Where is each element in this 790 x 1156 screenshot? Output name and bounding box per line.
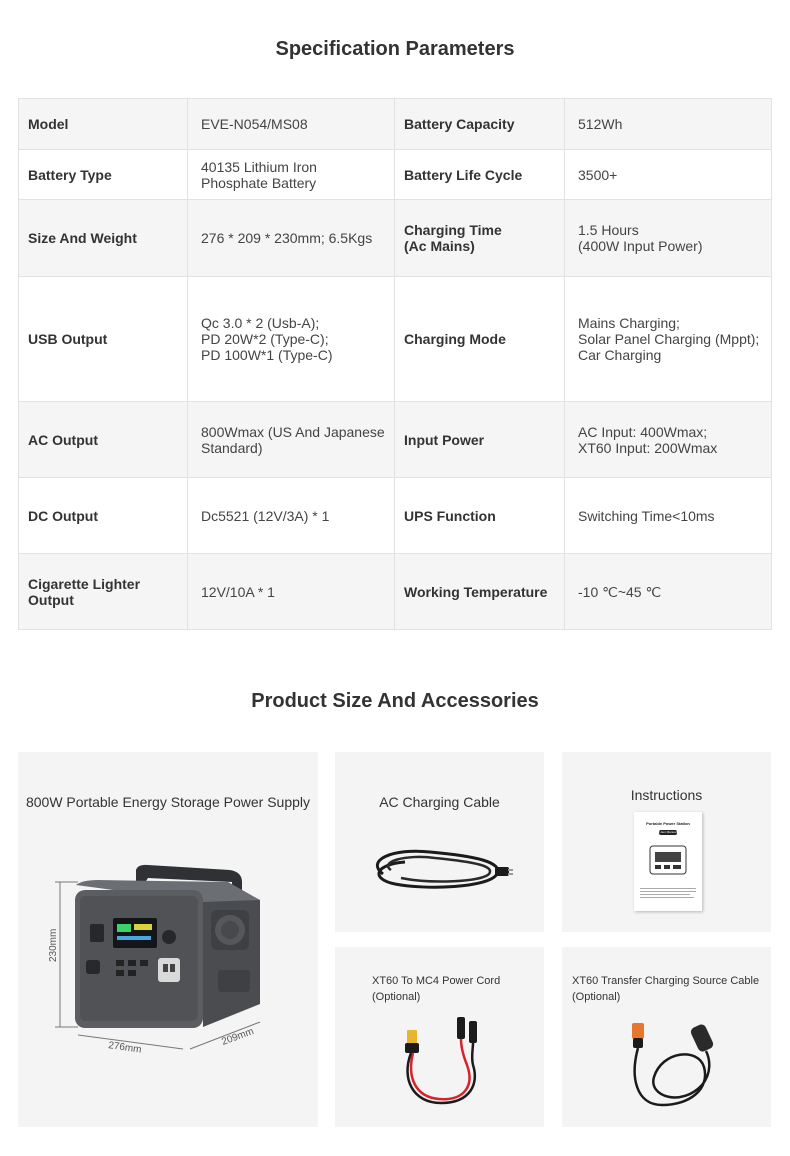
spec-value: 1.5 Hours (400W Input Power) — [565, 200, 772, 277]
spec-row — [19, 277, 772, 402]
spec-value: Dc5521 (12V/3A) * 1 — [188, 478, 395, 554]
booklet-device-icon — [634, 812, 702, 911]
spec-value: 276 * 209 * 230mm; 6.5Kgs — [188, 200, 395, 277]
instructions-card — [562, 752, 771, 932]
spec-value: Qc 3.0 * 2 (Usb-A); PD 20W*2 (Type-C); PD 100W*1 (Type-C) — [188, 277, 395, 402]
xt60-mc4-card — [335, 947, 544, 1127]
spec-value: 3500+ — [565, 150, 772, 200]
spec-key: Size And Weight — [19, 200, 188, 277]
spec-row — [19, 478, 772, 554]
spec-value: -10 ℃~45 ℃ — [565, 554, 772, 630]
ac-cable-card — [335, 752, 544, 932]
accessories-section-title: Product Size And Accessories — [251, 690, 539, 712]
spec-value: 512Wh — [565, 99, 772, 150]
dim-height-label: 230mm — [48, 928, 59, 962]
xt60-car-card — [562, 947, 771, 1127]
spec-value: Switching Time<10ms — [565, 478, 772, 554]
power-station-image — [18, 752, 318, 1127]
xt60-car-image — [562, 947, 771, 1127]
spec-value: AC Input: 400Wmax; XT60 Input: 200Wmax — [565, 402, 772, 478]
spec-key: USB Output — [19, 277, 188, 402]
spec-key: Model — [19, 99, 188, 150]
spec-section-title: Specification Parameters — [275, 38, 515, 60]
spec-row — [19, 402, 772, 478]
spec-key: DC Output — [19, 478, 188, 554]
main-product-label: 800W Portable Energy Storage Power Supply — [25, 794, 311, 810]
spec-value: 12V/10A * 1 — [188, 554, 395, 630]
spec-key: Working Temperature — [395, 554, 565, 630]
spec-row — [19, 150, 772, 200]
spec-key: Cigarette Lighter Output — [19, 554, 188, 630]
spec-key: Battery Life Cycle — [395, 150, 565, 200]
spec-row — [19, 554, 772, 630]
xt60-mc4-label-text: XT60 To MC4 Power Cord (Optional) — [372, 975, 501, 1003]
main-product-card — [18, 752, 318, 1127]
spec-key: UPS Function — [395, 478, 565, 554]
xt60-car-label-text: XT60 Transfer Charging Source Cable (Optional) — [572, 975, 760, 1003]
xt60-mc4-image — [335, 947, 544, 1127]
instructions-label: Instructions — [630, 787, 703, 803]
dim-depth-label: 209mm — [220, 1026, 256, 1048]
spec-key: Charging Mode — [395, 277, 565, 402]
spec-row — [19, 200, 772, 277]
booklet-title: Portable Power Station — [646, 821, 690, 826]
spec-value: 800Wmax (US And Japanese Standard) — [188, 402, 395, 478]
spec-table — [18, 98, 772, 630]
spec-value: Mains Charging; Solar Panel Charging (Mppt); Car Charging — [565, 277, 772, 402]
spec-value: EVE-N054/MS08 — [188, 99, 395, 150]
ac-cable-image — [335, 752, 544, 932]
ac-cable-label: AC Charging Cable — [379, 794, 500, 810]
spec-row — [19, 99, 772, 150]
spec-key: Charging Time (Ac Mains) — [395, 200, 565, 277]
spec-key: Battery Capacity — [395, 99, 565, 150]
spec-value: 40135 Lithium Iron Phosphate Battery — [188, 150, 395, 200]
dim-length-label: 276mm — [107, 1040, 143, 1056]
booklet-badge: User Manual — [659, 830, 677, 834]
spec-key: AC Output — [19, 402, 188, 478]
spec-key: Input Power — [395, 402, 565, 478]
spec-key: Battery Type — [19, 150, 188, 200]
manual-booklet — [634, 812, 702, 911]
